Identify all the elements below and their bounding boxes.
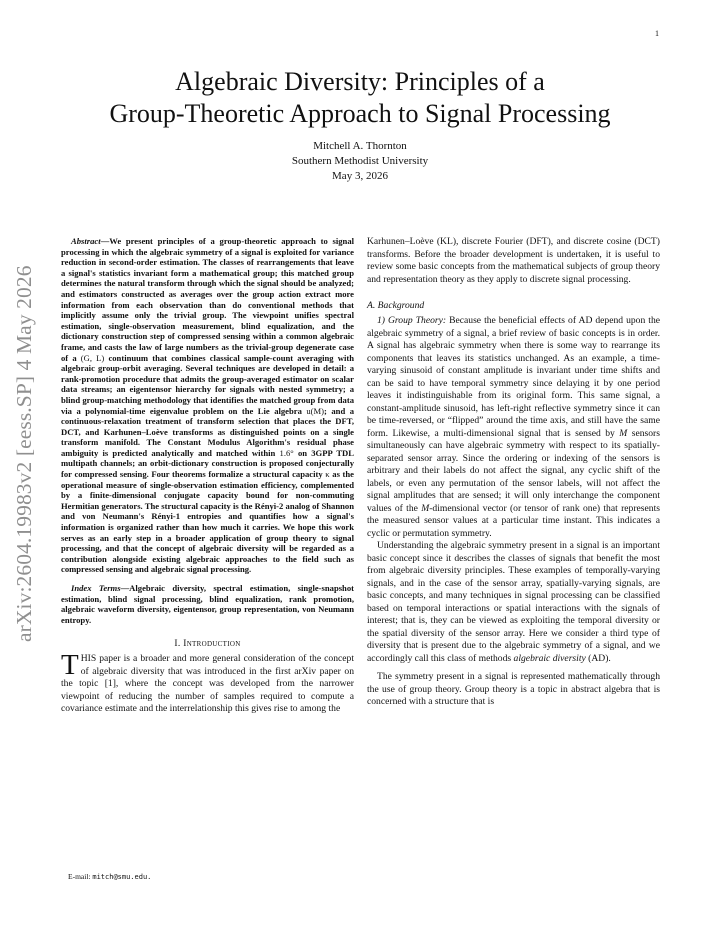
footnote bbox=[68, 872, 151, 881]
page-number: 1 bbox=[655, 29, 659, 38]
index-terms-text: —Algebraic diversity, spectral estimation, single-snapshot estimation, blind signal processing, blind equalization, rank promotion, algebraic waveform diversity, eigentensor, group representation, von Neumann entropy. bbox=[61, 583, 355, 625]
title-line-1: Algebraic Diversity: Principles of a bbox=[175, 67, 545, 96]
group-theory-text-c: -dimensional vector (or tensor of rank one) that represents the measured sensor values at a particular time instant. This indicates a cyclic or permutation symmetry. bbox=[367, 502, 660, 539]
arxiv-identifier: arXiv:2604.19983v2 [eess.SP] 4 May 2026 bbox=[12, 265, 36, 642]
abstract-text-d: on 3GPP TDL multipath channels; an orbit-dictionary construction is proposed conjecturally for compressed sensing. Four theorems formalize a structural capacity bbox=[61, 447, 354, 480]
symmetry-text-a: Understanding the algebraic symmetry present in a signal is an important basic concept since it describes the classes of signals that benefit the most from algebraic diversity principles. These examples of temporally-varying signals, and in the case of the sensor array, spatially-varying signals, are basic concepts, and many techniques in signal processing can be classified based on temporal interactions or spatial interactions with the signals of interest; that is, they can be viewed as exploiting the temporal diversity or the spatial diversity of the sensor array. Here we consider a third type of diversity that is present due to the algebraic symmetry of a signal, and we accordingly call this class of methods bbox=[367, 540, 660, 664]
abstract-label: Abstract bbox=[71, 236, 101, 246]
index-terms bbox=[61, 583, 354, 625]
group-theory-title: 1) Group Theory: bbox=[377, 315, 447, 326]
section-heading-introduction: I. Introduction bbox=[174, 639, 241, 650]
variable-m-2: M bbox=[421, 502, 430, 514]
abstract-text-c: ; and a continuous-relaxation treatment of transform selection that places the DFT, DCT, and Karhunen–Loève transforms as distinguished points on a single transform manifold. The Constant Modulus Algorithm's residual phase ambiguity is predicted analytically and matched within bbox=[61, 405, 355, 458]
footnote-email: mitch@smu.edu. bbox=[92, 873, 152, 881]
symmetry-paragraph bbox=[367, 540, 660, 665]
intro-continuation: Karhunen–Loève (KL), discrete Fourier (DFT), and discrete cosine (DCT) transforms. Before the broader development is undertaken, it is useful to review some basic concepts from the mathematical subjects of group theory and representation theory as they apply to discrete signal processing. bbox=[367, 236, 660, 285]
author-affiliation: Southern Methodist University bbox=[291, 155, 429, 167]
group-theory-paragraph bbox=[367, 315, 660, 540]
group-paragraph: The symmetry present in a signal is represented mathematically through the use of group theory. Group theory is a topic in abstract algebra that is concerned with a structure that is bbox=[367, 671, 660, 707]
abstract-math-kappa: κ bbox=[325, 469, 330, 480]
footnote-label: E-mail: bbox=[68, 872, 93, 881]
group-theory-text-a: Because the beneficial effects of AD depend upon the algebraic symmetry of a signal, a brief review of basic concepts is in order. A signal has algebraic symmetry when there is some way to rearrange its components that leaves its statistics unchanged. As an example, a time-varying sinusoid of constant amplitude is invariant under time shifts and can be said to have temporal symmetry since delaying it by one period leaves it indistinguishable from its original form. This same signal, a constant-amplitude sinusoid, has left-right reflective symmetry since it can be time-reversed, or “flipped” around the time axis, and still have the same form. Likewise, a multi-dimensional signal that is sensed by bbox=[367, 315, 661, 439]
algebraic-diversity-term: algebraic diversity bbox=[513, 652, 586, 664]
left-column bbox=[61, 236, 354, 716]
paper-title bbox=[0, 66, 720, 130]
abstract-text-a: —We present principles of a group-theoretic approach to signal processing in which the algebraic symmetry of a signal is exploited for variance reduction in second-order estimation. The classes of rearrangements that leave a signal's statistics invariant form a mathematical group; this matched group determines the natural transform through which the signal should be analyzed; and estimators constructed as averages over the group action extract more information from each observation than do conventional methods that implicitly assume only the trivial group. The viewpoint unifies spectral estimation, single-observation measurement, blind equalization, and the dictionary construction step of compressed sensing within a common algebraic frame, and casts the law of large numbers as the trivial-group degenerate case of a bbox=[61, 236, 354, 363]
paper-date: May 3, 2026 bbox=[332, 170, 388, 182]
variable-m-1: M bbox=[619, 427, 628, 439]
abstract-math-um: u(M) bbox=[306, 405, 325, 416]
abstract-text-b: continuum that combines classical sample-count averaging with algebraic group-orbit averaging. Several techniques are developed in detail: a rank-promotion procedure that admits the group-averaged estimator on scalar data streams; an eigentensor hierarchy for signals with nested symmetry; a blind group-matching methodology that identifies the matched group from data via a polynomial-time eigenvalue problem on the Lie algebra bbox=[61, 352, 354, 416]
subsection-heading-background: A. Background bbox=[367, 300, 425, 311]
intro-paragraph: THIS paper is a broader and more general consideration of the concept of algebraic diversity that was introduced in the first arXiv paper on the topic [1], where the concept was developed from the narrower viewpoint of reducing the number of samples required to compute a covariance estimate and the interrelationship this gives rise to among the bbox=[61, 649, 354, 715]
symmetry-text-b: (AD). bbox=[585, 652, 611, 664]
group-theory-text-b: sensors simultaneously can have algebraic symmetry with respect to its spatially-separated sensor array. Since the ordering or indexing of the sensors is arbitrary and their labels do not affect the signal, any cyclic shift of the labels, or even any permutation of the sensor labels, will not affect the signal amplitudes that are sensed; it will only interchange the component values of the bbox=[367, 427, 660, 514]
abstract bbox=[61, 236, 354, 575]
title-line-2: Group-Theoretic Approach to Signal Processing bbox=[109, 99, 611, 128]
abstract-math-degree: 1.6° bbox=[279, 447, 294, 458]
index-terms-label: Index Terms bbox=[71, 583, 121, 593]
right-column bbox=[367, 236, 660, 709]
author-block bbox=[0, 139, 720, 184]
abstract-math-gl: (G, L) bbox=[80, 352, 105, 363]
author-name: Mitchell A. Thornton bbox=[313, 140, 407, 152]
abstract-text-e: as the operational measure of single-observation estimation efficiency, complemented by a finite-dimensional conjugate capacity bound for non-commuting Hermitian generators. The structural capacity is the Rényi-2 analog of Shannon and von Neumann's Rényi-1 entropies and quantifies how a signal's information is organized rather than how much it carries. We hope this work serves as an early step in a broader application of group theory to signal processing, and that the concept of algebraic diversity will be regarded as a contribution alongside existing algebraic approaches to the field such as compressed sensing and algebraic signal processing. bbox=[61, 469, 354, 575]
